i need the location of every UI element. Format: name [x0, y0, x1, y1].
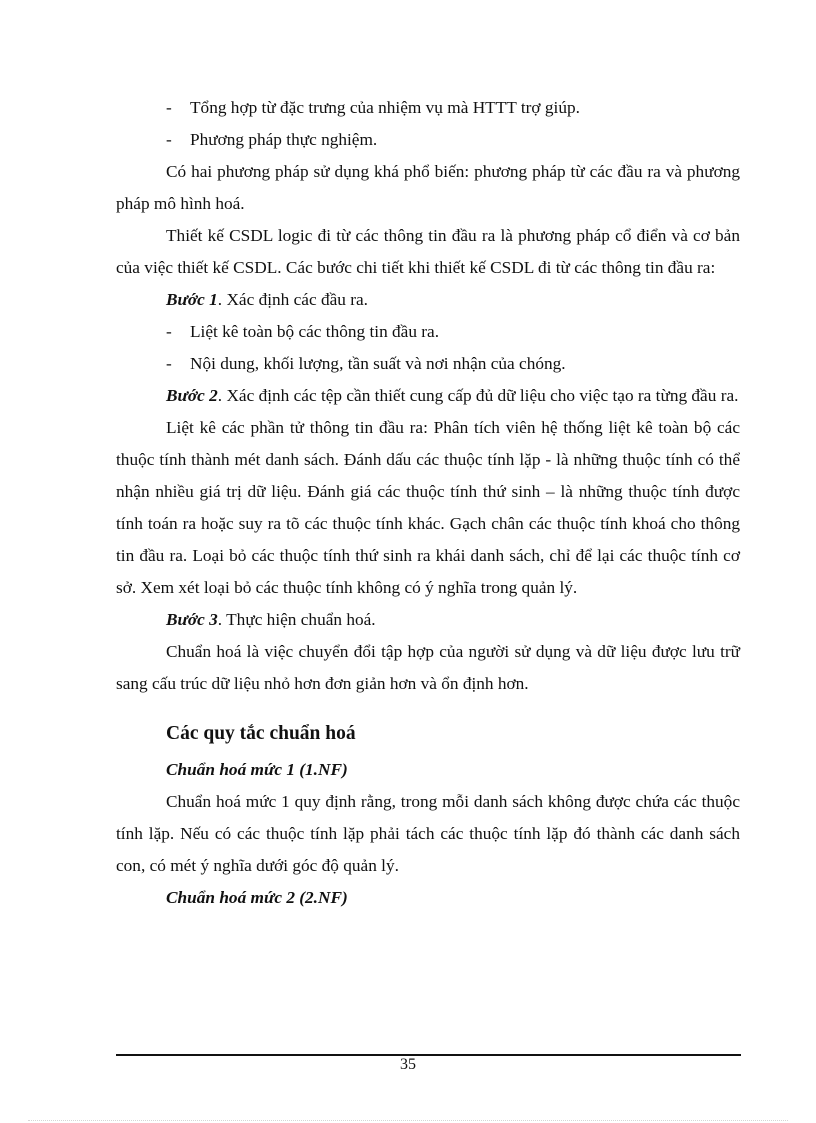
- paragraph: Chuẩn hoá mức 1 quy định rằng, trong mỗi danh sách không được chứa các thuộc tính lặp. Nếu có các thuộc tính lặp phải tách các thuộc tính lặp đó thành các danh sách con, có mét ý nghĩa dưới góc độ quản lý.: [116, 792, 740, 875]
- paragraph: Thiết kế CSDL logic đi từ các thông tin đầu ra là phương pháp cổ điển và cơ bản của việc thiết kế CSDL. Các bước chi tiết khi thiết kế CSDL đi từ các thông tin đầu ra:: [116, 226, 740, 277]
- paragraph: Có hai phương pháp sử dụng khá phổ biến: phương pháp từ các đầu ra và phương pháp mô hình hoá.: [116, 162, 740, 213]
- step-text: . Thực hiện chuẩn hoá.: [217, 610, 376, 629]
- subsection-heading: Chuẩn hoá mức 1 (1.NF): [166, 760, 348, 779]
- bullet-item: [116, 124, 740, 156]
- bullet-text: Phương pháp thực nghiệm.: [190, 130, 378, 149]
- bullet-item: [116, 92, 740, 124]
- bullet-dash: -: [166, 130, 172, 149]
- paragraph: Chuẩn hoá là việc chuyển đổi tập hợp của người sử dụng và dữ liệu được lưu trữ sang cấu trúc dữ liệu nhỏ hơn đơn giản hơn và ổn định hơn.: [116, 642, 740, 693]
- step-label: Bước 3: [166, 610, 218, 629]
- page-edge-divider: [28, 1120, 788, 1121]
- bullet-dash: -: [166, 322, 172, 341]
- step-text: . Xác định các đầu ra.: [217, 290, 368, 309]
- step-label: Bước 1: [166, 290, 218, 309]
- bullet-text: Liệt kê toàn bộ các thông tin đầu ra.: [190, 322, 440, 341]
- step-label: Bước 2: [166, 386, 218, 405]
- page-number: 35: [400, 1056, 416, 1073]
- subsection-heading: Chuẩn hoá mức 2 (2.NF): [166, 888, 348, 907]
- bullet-item: [116, 316, 740, 348]
- bullet-dash: -: [166, 98, 172, 117]
- bullet-dash: -: [166, 354, 172, 373]
- step-paragraph: [116, 380, 740, 412]
- step-paragraph: [116, 284, 740, 316]
- bullet-text: Tổng hợp từ đặc trưng của nhiệm vụ mà HTTT trợ giúp.: [190, 98, 580, 117]
- step-paragraph: [116, 604, 740, 636]
- page-body: [116, 92, 740, 914]
- step-text: . Xác định các tệp cần thiết cung cấp đủ dữ liệu cho việc tạo ra từng đầu ra.: [217, 386, 739, 405]
- paragraph: Liệt kê các phần tử thông tin đầu ra: Phân tích viên hệ thống liệt kê toàn bộ các thuộc tính thành mét danh sách. Đánh dấu các thuộc tính lặp - là những thuộc tính có thể nhận nhiều giá trị dữ liệu. Đánh giá các thuộc tính thứ sinh – là những thuộc tính được tính toán ra hoặc suy ra tõ các thuộc tính khác. Gạch chân các thuộc tính khoá cho thông tin đầu ra. Loại bỏ các thuộc tính thứ sinh ra khái danh sách, chỉ để lại các thuộc tính cơ sở. Xem xét loại bỏ các thuộc tính không có ý nghĩa trong quản lý.: [116, 418, 740, 597]
- bullet-item: [116, 348, 740, 380]
- section-heading: Các quy tắc chuẩn hoá: [166, 723, 356, 744]
- bullet-text: Nội dung, khối lượng, tần suất và nơi nhận của chóng.: [190, 354, 566, 373]
